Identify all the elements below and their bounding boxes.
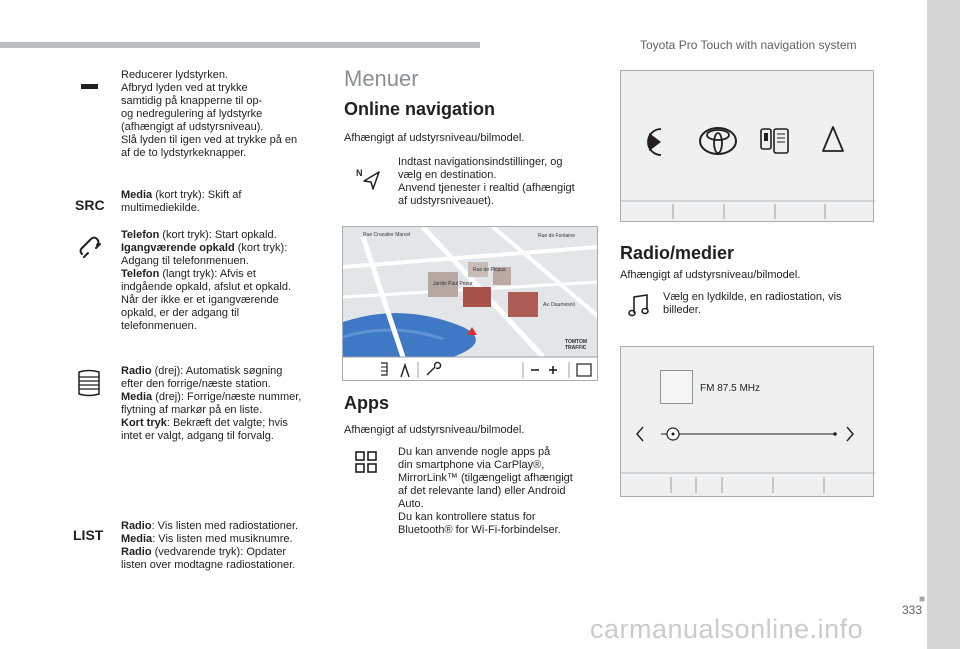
minus-icon (81, 84, 98, 89)
home-screen (620, 70, 874, 222)
radio-controls (621, 417, 875, 497)
map-toolbar (343, 357, 598, 381)
page-number: 333 (902, 603, 923, 617)
side-tab (927, 0, 960, 649)
radio-media-title: Radio/medier (620, 243, 735, 263)
src-icon: SRC (75, 197, 105, 213)
navigation-icon (356, 167, 382, 191)
apps-title: Apps (344, 393, 389, 413)
station-artwork (660, 370, 693, 404)
map-street-3: Jardin Paul Prieur (433, 281, 473, 287)
watermark: carmanualsonline.info (590, 614, 864, 644)
phone-icon (77, 234, 103, 260)
page-header: Toyota Pro Touch with navigation system (640, 38, 857, 52)
section-title: Menuer (344, 66, 419, 91)
navigation-screen (342, 226, 598, 381)
radio-screen (620, 346, 874, 497)
home-screen-icons (621, 71, 875, 223)
map-street-4: Rue de Picpus (473, 267, 506, 273)
radio-text: Radio (drej): Automatisk søgning efter den forrige/næste station. Media (drej): Forrige/næste nummer, flytning af markør på en liste. Kort tryk: Bekræft det valgte; hvis intet er valgt, adgang til forvalg. (121, 365, 302, 442)
radio-media-text: Vælg en lydkilde, en radiostation, vis billeder. (663, 291, 842, 316)
apps-grid-icon (355, 451, 377, 473)
list-icon: LIST (73, 527, 104, 543)
apps-subtitle: Afhængigt af udstyrsniveau/bilmodel. (344, 424, 525, 436)
src-text: Media (kort tryk): Skift af multimediekilde. (121, 189, 242, 214)
apps-text: Du kan anvende nogle apps på din smartphone via CarPlay®, MirrorLink™ (tilgængeligt afhængigt af det relevante land) eller Android Auto. Du kan kontrollere status for Bluetooth® for Wi-Fi-forbindelser. (398, 446, 573, 536)
svg-text:N: N (356, 168, 363, 178)
music-note-icon (628, 293, 650, 317)
traffic-brand: TOMTOM TRAFFIC (565, 339, 588, 351)
map-street-2: Rue de Fontaine (538, 233, 575, 239)
rotary-knob-icon (75, 369, 103, 397)
header-rule (0, 42, 480, 48)
online-navigation-title: Online navigation (344, 99, 496, 119)
map-street-5: Av. Daumesnil (543, 302, 575, 308)
online-navigation-subtitle: Afhængigt af udstyrsniveau/bilmodel. (344, 132, 525, 144)
volume-text: Reducerer lydstyrken. Afbryd lyden ved at trykke samtidig på knapperne til op- og nedregulering af lydstyrke (afhængigt af udstyrsniveau). Slå lyden til igen ved at trykke på en af de to lydstyrkeknapper. (121, 69, 298, 159)
phone-text: Telefon (kort tryk): Start opkald. Igangværende opkald (kort tryk): Adgang til telefonmenuen. Telefon (langt tryk): Afvis et indgående opkald, afslut et opkald. Når der ikke er et igangværende opkald, er der adgang til telefonmenuen. (121, 229, 292, 332)
list-text: Radio: Vis listen med radiostationer. Media: Vis listen med musiknumre. Radio (vedvarende tryk): Opdater listen over modtagne radiostationer. (121, 520, 299, 571)
online-navigation-text: Indtast navigationsindstillinger, og vælg en destination. Anvend tjenester i realtid (afhængigt af udstyrsniveauet). (398, 156, 575, 207)
radio-media-subtitle: Afhængigt af udstyrsniveau/bilmodel. (620, 269, 801, 281)
page-marker: ■ (919, 594, 926, 605)
map-street-1: Rue Crozatier Marcel (363, 232, 411, 238)
station-frequency: FM 87.5 MHz (700, 383, 761, 394)
